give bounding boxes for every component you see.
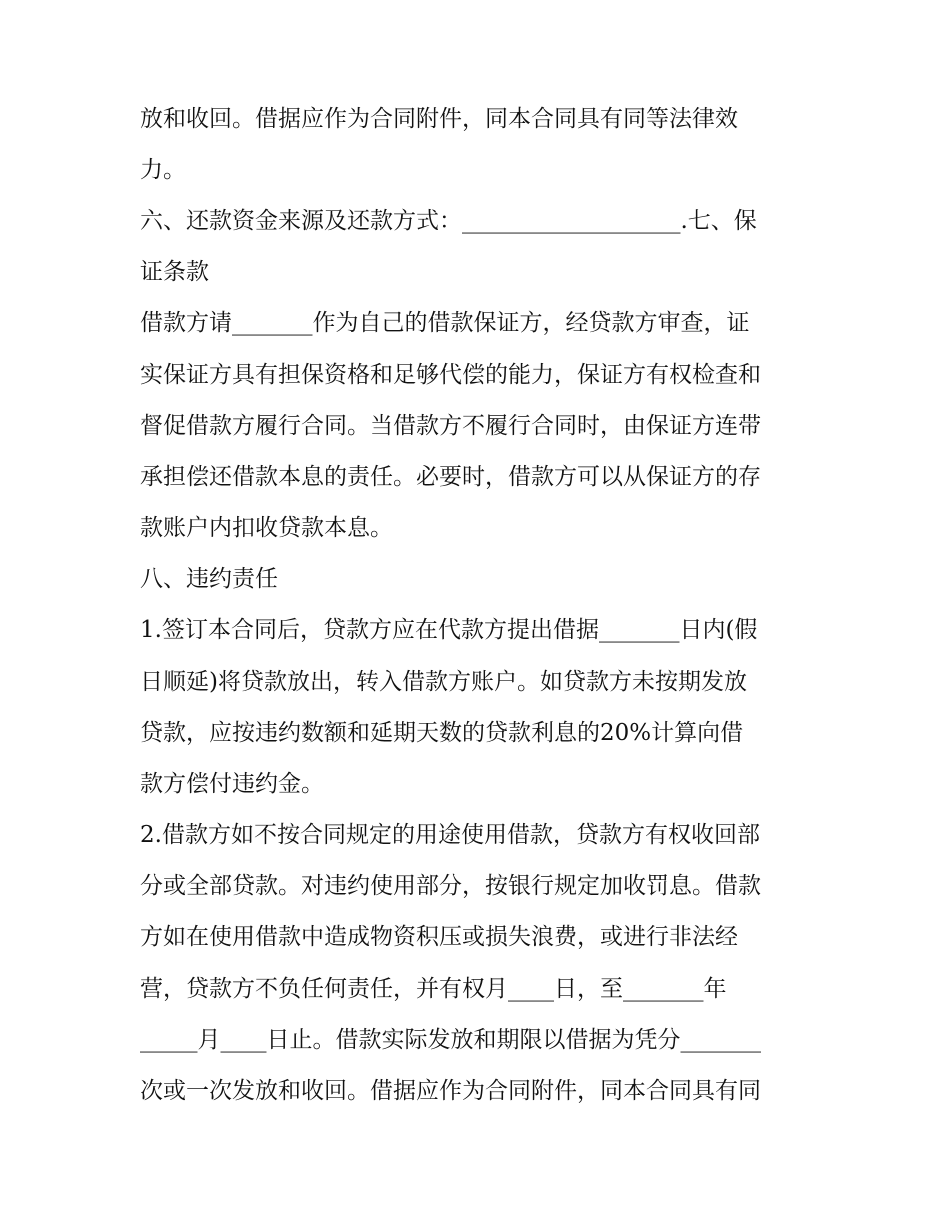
text-line: 证条款 [140, 259, 209, 285]
text-line: 日顺延)将贷款放出，转入借款方账户。如贷款方未按期发放 [140, 669, 747, 695]
text-line: 借款方请_______作为自己的借款保证方，经贷款方审查，证 [140, 310, 750, 336]
text-line: 力。 [140, 157, 186, 183]
text-line: 方如在使用借款中造成物资积压或损失浪费，或进行非法经 [140, 924, 738, 950]
text-line: 2.借款方如不按合同规定的用途使用借款，贷款方有权收回部 [140, 822, 760, 848]
section-heading-repayment: 六、还款资金来源及还款方式：___________________.七、保 [140, 208, 757, 234]
text-line: 承担偿还借款本息的责任。必要时，借款方可以从保证方的存 [140, 464, 761, 490]
text-line: 1.签订本合同后，贷款方应在代款方提出借据_______日内(假 [140, 617, 758, 643]
text-line: 贷款，应按违约数额和延期天数的贷款利息的20%计算向借 [140, 720, 744, 746]
text-line: 次或一次发放和收回。借据应作为合同附件，同本合同具有同 [140, 1078, 761, 1104]
text-line: 款账户内扣收贷款本息。 [140, 515, 393, 541]
text-line: 督促借款方履行合同。当借款方不履行合同时，由保证方连带 [140, 413, 761, 439]
text-line: 实保证方具有担保资格和足够代偿的能力，保证方有权检查和 [140, 362, 761, 388]
text-line: 分或全部贷款。对违约使用部分，按银行规定加收罚息。借款 [140, 873, 761, 899]
text-line: 款方偿付违约金。 [140, 771, 324, 797]
text-line: 营，贷款方不负任何责任，并有权月____日，至_______年 [140, 976, 727, 1002]
text-line: 放和收回。借据应作为合同附件，同本合同具有同等法律效 [140, 106, 738, 132]
text-line: _____月____日止。借款实际发放和期限以借据为凭分_______ [140, 1027, 761, 1053]
section-heading-breach: 八、违约责任 [140, 566, 278, 592]
